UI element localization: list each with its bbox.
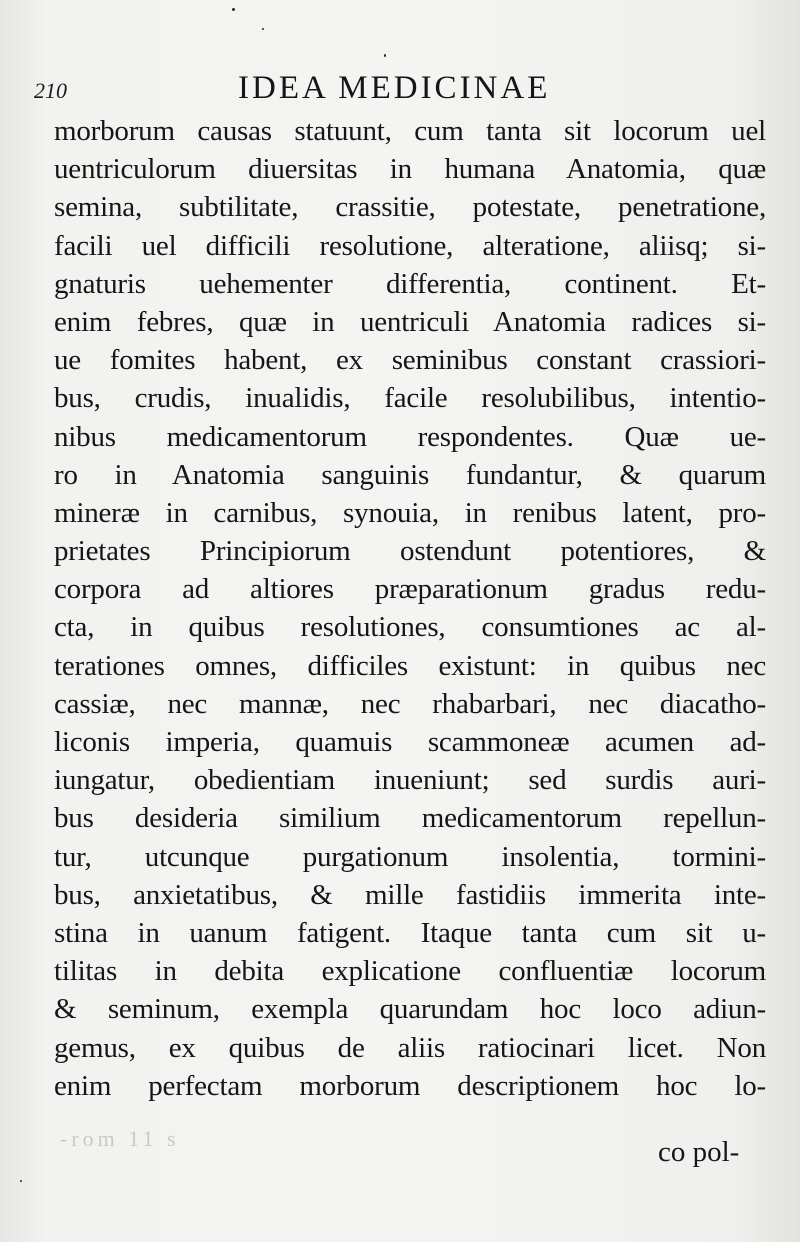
text-line: bus, anxietatibus, & mille fastidiis immerita inte- (54, 878, 766, 911)
page-number: 210 (34, 78, 67, 103)
text-line: stina in uanum fatigent. Itaque tanta cum sit u- (54, 916, 766, 949)
text-line: & seminum, exempla quarundam hoc loco adiun- (54, 993, 766, 1026)
running-title: IDEA MEDICINAE (238, 70, 551, 106)
text-line: enim perfectam morborum descriptionem hoc lo- (54, 1069, 766, 1102)
text-line: gemus, ex quibus de aliis ratiocinari licet. Non (54, 1031, 766, 1064)
text-line: mineræ in carnibus, synouia, in renibus latent, pro- (54, 496, 766, 529)
scan-speck (20, 1180, 22, 1182)
scan-speck (232, 8, 235, 11)
bleed-through-text: -rom 11 s (60, 1126, 180, 1151)
text-line: iungatur, obedientiam inueniunt; sed surdis auri- (54, 764, 766, 797)
text-line: tilitas in debita explicatione confluentiæ locorum (54, 955, 766, 988)
text-line: cta, in quibus resolutiones, consumtiones ac al- (54, 611, 766, 644)
text-line: liconis imperia, quamuis scammoneæ acumen ad- (54, 726, 766, 758)
text-line: nibus medicamentorum respondentes. Quæ ue- (54, 420, 766, 453)
text-line: terationes omnes, difficiles existunt: in quibus nec (54, 649, 766, 682)
text-line: tur, utcunque purgationum insolentia, tormini- (54, 840, 766, 873)
body-text (54, 112, 766, 1105)
text-line: semina, subtilitate, crassitie, potestate, penetratione, (54, 191, 766, 224)
text-line: cassiæ, nec mannæ, nec rhabarbari, nec diacatho- (54, 687, 766, 720)
text-line: bus, crudis, inualidis, facile resolubilibus, intentio- (54, 382, 766, 415)
text-line: facili uel difficili resolutione, alteratione, aliisq; si- (54, 229, 766, 262)
text-line: enim febres, quæ in uentriculi Anatomia radices si- (54, 305, 766, 338)
text-line: corpora ad altiores præparationum gradus redu- (54, 573, 766, 606)
text-line: gnaturis uehementer differentia, continent. Et- (54, 267, 766, 300)
text-line: ro in Anatomia sanguinis fundantur, & quarum (54, 458, 766, 491)
catchword: co pol- (658, 1136, 740, 1168)
scan-speck (262, 28, 264, 30)
text-line: prietates Principiorum ostendunt potentiores, & (54, 535, 766, 568)
page-header (0, 70, 800, 114)
text-line: morborum causas statuunt, cum tanta sit locorum uel (54, 115, 766, 147)
text-line: ue fomites habent, ex seminibus constant crassiori- (54, 344, 766, 377)
text-line: bus desideria similium medicamentorum repellun- (54, 802, 766, 835)
text-line: uentriculorum diuersitas in humana Anatomia, quæ (54, 153, 766, 186)
scan-speck (384, 54, 386, 57)
